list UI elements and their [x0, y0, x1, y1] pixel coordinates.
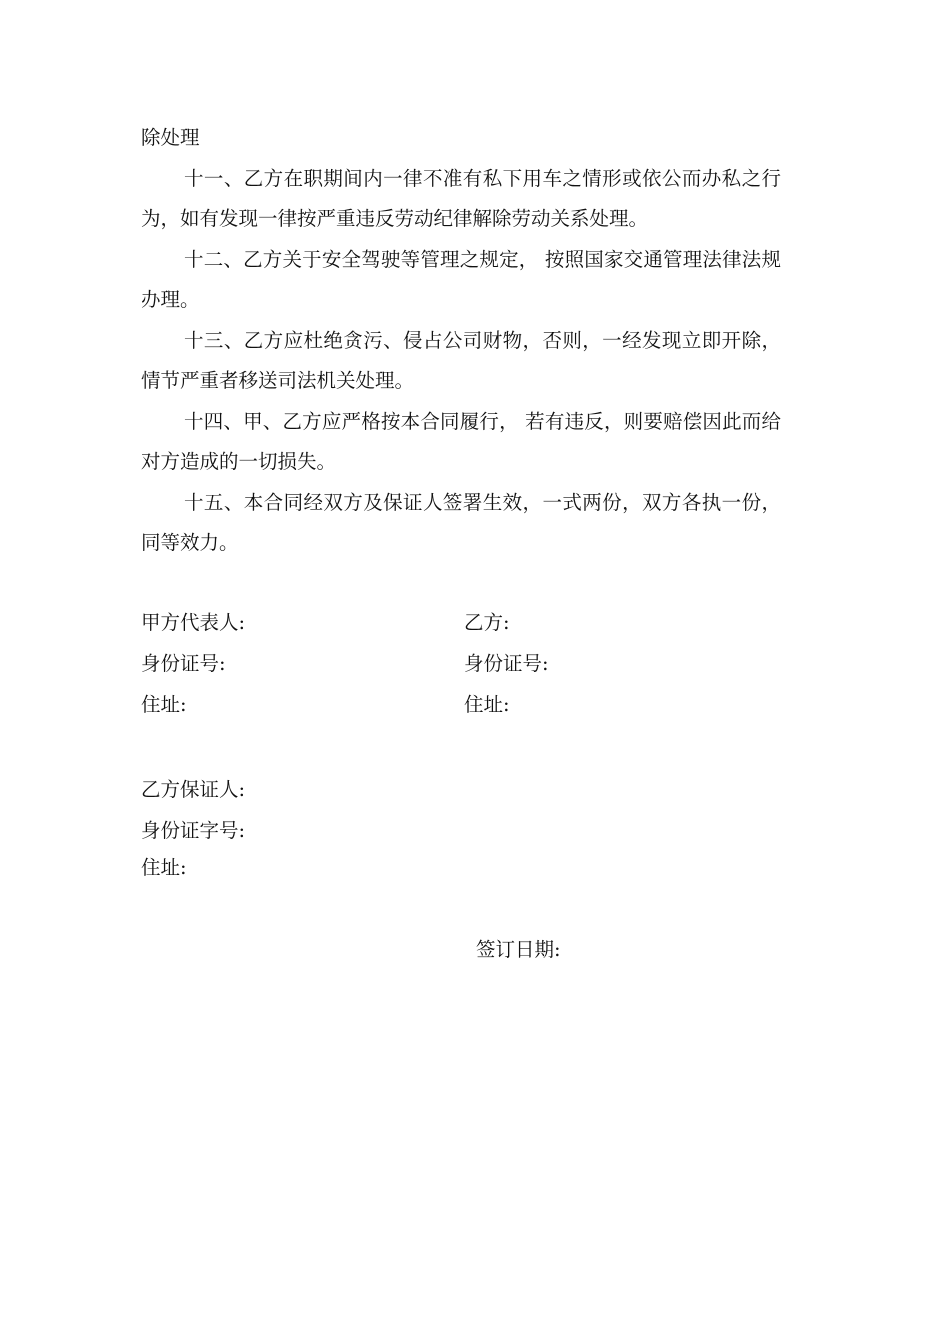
signature-row-name	[141, 609, 781, 637]
guarantor-address-label: 住址:	[141, 856, 187, 879]
party-a-representative-label: 甲方代表人:	[141, 611, 246, 634]
clause-11: 十一、乙方在职期间内一律不准有私下用车之情形或依公而办私之行为，如有发现一律按严重违反劳动纪律解除劳动关系处理。	[141, 166, 781, 230]
signature-row-address	[141, 691, 781, 719]
signing-date-label: 签订日期:	[476, 938, 561, 961]
guarantor-id-label: 身份证字号:	[141, 819, 246, 842]
signature-row-id	[141, 650, 781, 678]
clause-14: 十四、甲、乙方应严格按本合同履行， 若有违反，则要赔偿因此而给对方造成的一切损失。	[141, 409, 781, 473]
party-a-address-label: 住址:	[141, 693, 187, 716]
contract-body	[141, 118, 781, 564]
clause-continuation: 除处理	[141, 126, 200, 149]
clause-15: 十五、本合同经双方及保证人签署生效，一式两份，双方各执一份，同等效力。	[141, 490, 781, 554]
clause-13: 十三、乙方应杜绝贪污、侵占公司财物，否则，一经发现立即开除，情节严重者移送司法机关处理。	[141, 328, 781, 392]
party-b-name-label: 乙方:	[464, 611, 510, 634]
guarantor-label: 乙方保证人:	[141, 778, 246, 801]
party-a-id-label: 身份证号:	[141, 652, 226, 675]
party-b-address-label: 住址:	[464, 693, 510, 716]
party-b-id-label: 身份证号:	[464, 652, 549, 675]
clause-12: 十二、乙方关于安全驾驶等管理之规定， 按照国家交通管理法律法规办理。	[141, 247, 781, 311]
